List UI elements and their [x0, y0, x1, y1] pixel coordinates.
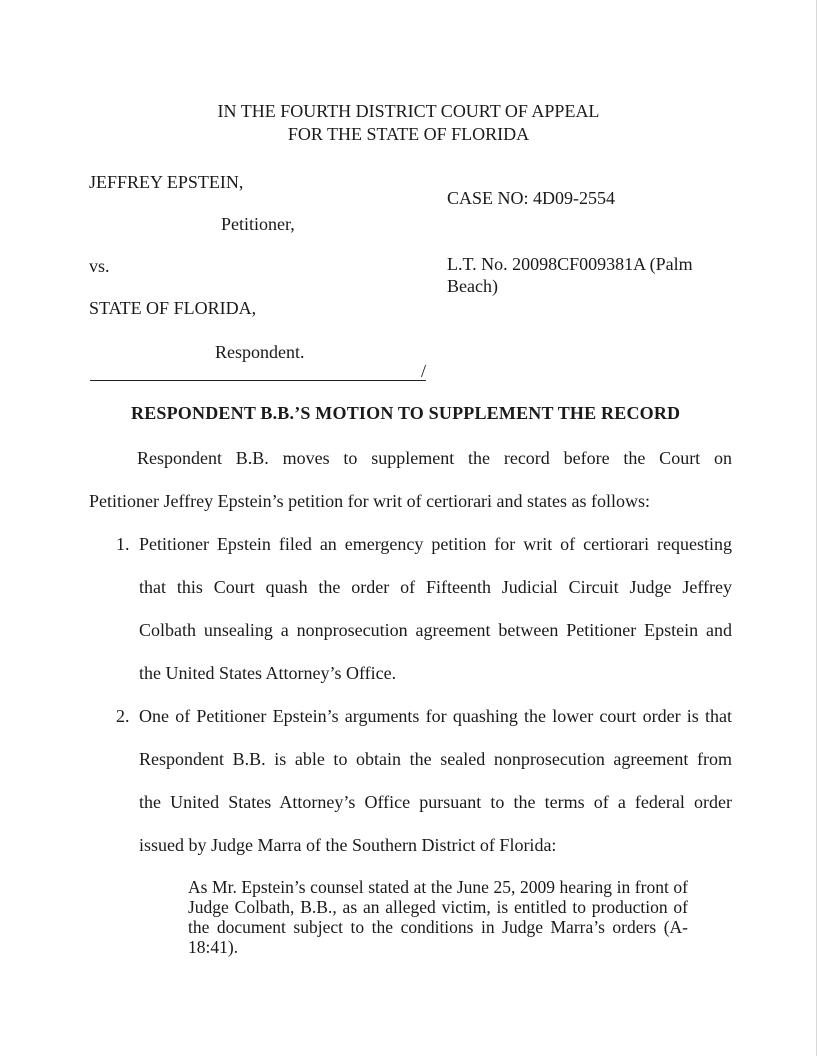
item-1-line-2: that this Court quash the order of Fifteenth Judicial Circuit Judge Jeffrey [139, 577, 732, 597]
court-heading-line1: IN THE FOURTH DISTRICT COURT OF APPEAL [217, 101, 600, 121]
item-1-line-3: Colbath unsealing a nonprosecution agreement between Petitioner Epstein and [139, 620, 732, 640]
item-2-line-2: Respondent B.B. is able to obtain the sealed nonprosecution agreement from [139, 749, 732, 769]
item-2-line-3: the United States Attorney’s Office pursuant to the terms of a federal order [139, 792, 732, 812]
item-2-line-1: One of Petitioner Epstein’s arguments for quashing the lower court order is that [139, 706, 732, 726]
respondent-name: STATE OF FLORIDA, [89, 298, 257, 318]
caption-rule-slash: / [421, 361, 427, 381]
intro-line-2: Petitioner Jeffrey Epstein’s petition for writ of certiorari and states as follows: [89, 491, 651, 511]
motion-title: RESPONDENT B.B.’S MOTION TO SUPPLEMENT THE RECORD [131, 403, 681, 423]
item-2-line-4: issued by Judge Marra of the Southern District of Florida: [139, 835, 557, 855]
caption-rule [90, 380, 426, 381]
item-1-line-1: Petitioner Epstein filed an emergency petition for writ of certiorari requesting [139, 534, 732, 554]
item-number: 1. [116, 534, 130, 554]
item-1-line-4: the United States Attorney’s Office. [139, 663, 397, 683]
lower-tribunal-number-line2: Beach) [447, 276, 498, 296]
lower-tribunal-number-line1: L.T. No. 20098CF009381A (Palm [447, 254, 693, 274]
petitioner-name: JEFFREY EPSTEIN, [89, 172, 244, 192]
block-quote: As Mr. Epstein’s counsel stated at the June 25, 2009 hearing in front of Judge Colbath, B.B., as an alleged victim, is entitled to production of the document subject to the conditions in Judge Marra’s orders (A-18:41). [188, 877, 688, 957]
versus-label: vs. [89, 256, 110, 276]
respondent-role: Respondent. [215, 342, 305, 362]
case-number: CASE NO: 4D09-2554 [447, 188, 616, 208]
item-number: 2. [116, 706, 130, 726]
court-heading-line2: FOR THE STATE OF FLORIDA [287, 124, 530, 144]
intro-line-1: Respondent B.B. moves to supplement the record before the Court on [137, 448, 732, 468]
petitioner-role: Petitioner, [221, 214, 295, 234]
